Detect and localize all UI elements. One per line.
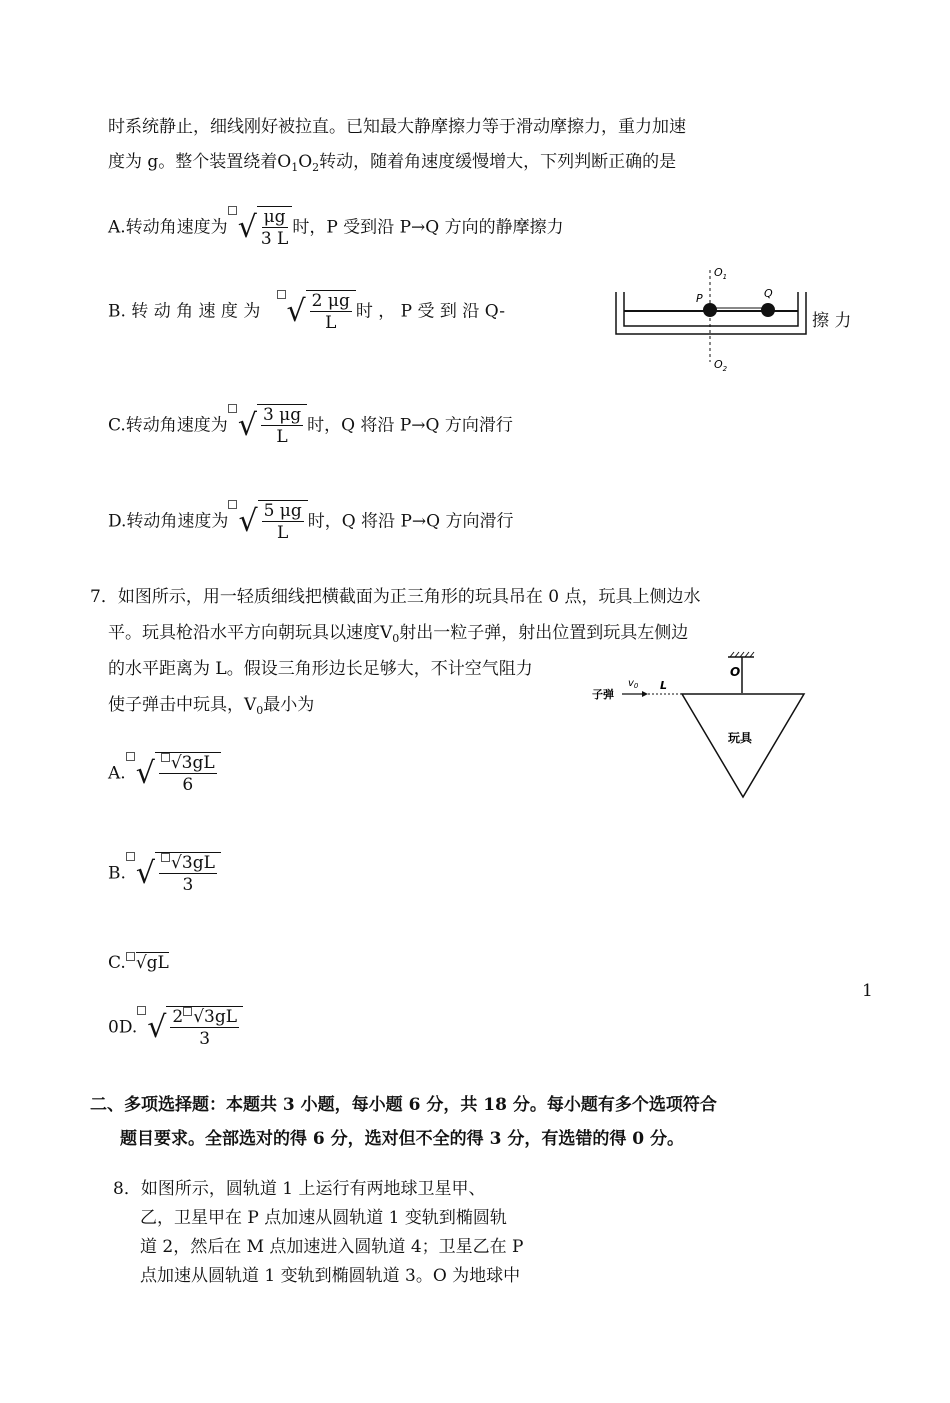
o-label: O xyxy=(730,665,741,679)
radical-icon: √ xyxy=(135,856,156,891)
q7-option-a-fraction xyxy=(155,752,221,796)
numerator: 5 μg xyxy=(263,501,302,521)
placeholder-box xyxy=(228,206,237,215)
ball-p xyxy=(703,303,717,317)
denominator: L xyxy=(325,313,337,333)
numerator: √3gL xyxy=(159,853,217,874)
q6-option-a-prefix: A.转动角速度为 xyxy=(108,217,228,238)
numerator: 2 μg xyxy=(311,291,350,311)
q6-line2-b: O xyxy=(298,152,313,172)
q7-line1: 7．如图所示，用一轻质细线把横截面为正三角形的玩具吊在 0 点，玩具上侧边水 xyxy=(90,587,701,607)
numerator: 3 μg xyxy=(262,405,302,425)
q7-figure xyxy=(590,650,810,805)
radical-icon: √ xyxy=(135,756,155,791)
denominator: 3 xyxy=(182,875,194,895)
q7-option-c-radicand: √gL xyxy=(135,953,169,973)
q6-option-c-prefix: C.转动角速度为 xyxy=(108,415,228,436)
radical-icon: √ xyxy=(147,1010,167,1045)
q6-sub2: 2 xyxy=(312,161,320,174)
o1-label: $O_1$ xyxy=(714,266,728,281)
denominator: 3 xyxy=(199,1029,211,1049)
q6-option-c-fraction xyxy=(257,404,307,448)
placeholder-box xyxy=(126,952,135,961)
q8-line4: 点加速从圆轨道 1 变轨到椭圆轨道 3。O 为地球中 xyxy=(140,1266,521,1286)
q6-sub1: 1 xyxy=(291,161,299,174)
v0-label: $v_0$ xyxy=(628,678,639,690)
q7-option-d-prefix: 0D. xyxy=(108,1017,138,1038)
q6-option-a xyxy=(108,206,564,250)
page-number: 1 xyxy=(862,981,873,1001)
toy-triangle xyxy=(682,694,804,797)
denominator: 3 L xyxy=(260,229,289,249)
q6-option-a-fraction xyxy=(257,206,293,250)
q6-option-b-prefix: B. 转 动 角 速 度 为 xyxy=(108,301,261,322)
q7-option-a-prefix: A. xyxy=(108,763,126,784)
q7-line2 xyxy=(108,622,688,650)
q7-line2-a: 平。玩具枪沿水平方向朝玩具以速度V xyxy=(108,623,393,643)
q7-line4 xyxy=(108,694,314,722)
q8-line1: 8．如图所示，圆轨道 1 上运行有两地球卫星甲、 xyxy=(113,1179,486,1199)
placeholder-box xyxy=(277,290,286,299)
q6-figure xyxy=(612,262,812,374)
q7-line2-sub: 0 xyxy=(392,632,400,645)
q8-line3: 道 2，然后在 M 点加速进入圆轨道 4；卫星乙在 P xyxy=(140,1237,524,1257)
placeholder-box xyxy=(228,404,237,413)
q7-option-d xyxy=(108,1006,243,1050)
numerator-text: 3gL xyxy=(204,1007,238,1027)
denominator: L xyxy=(276,427,288,447)
q7-option-b xyxy=(108,852,221,896)
q6-option-a-suffix: 时，P 受到沿 P→Q 方向的静摩擦力 xyxy=(292,217,564,238)
q7-line4-a: 使子弹击中玩具，V xyxy=(108,695,257,715)
numerator-text: 3gL xyxy=(181,853,215,873)
placeholder-box xyxy=(137,1006,146,1015)
l-label: L xyxy=(660,679,668,692)
q6-line1: 时系统静止，细线刚好被拉直。已知最大静摩擦力等于滑动摩擦力，重力加速 xyxy=(108,117,686,137)
q6-option-d xyxy=(108,500,514,544)
placeholder-box xyxy=(161,753,170,762)
q6-line2 xyxy=(108,151,676,179)
radical-icon: √ xyxy=(238,504,258,539)
numerator: 2 √3gL xyxy=(172,1007,238,1027)
q7-option-b-prefix: B. xyxy=(108,863,126,884)
placeholder-box xyxy=(183,1007,192,1016)
q-label: Q xyxy=(764,287,773,300)
arrow-head-icon xyxy=(642,691,648,697)
q6-option-d-fraction xyxy=(258,500,308,544)
q7-option-c xyxy=(108,952,169,974)
toy-label: 玩具 xyxy=(728,731,753,745)
q7-line4-b: 最小为 xyxy=(263,695,315,715)
q7-option-d-fraction xyxy=(166,1006,243,1050)
radical-icon: √ xyxy=(237,210,257,245)
numerator-text: 3gL xyxy=(181,753,215,773)
q7-line4-sub: 0 xyxy=(256,704,264,717)
q7-line2-b: 射出一粒子弹，射出位置到玩具左侧边 xyxy=(399,623,689,643)
section2-line1: 二、多项选择题：本题共 3 小题，每小题 6 分，共 18 分。每小题有多个选项符合 xyxy=(90,1095,717,1115)
numerator-coef: 2 xyxy=(172,1007,184,1027)
q6-line2-c: 转动，随着角速度缓慢增大，下列判断正确的是 xyxy=(319,152,677,172)
numerator: √3gL xyxy=(159,753,217,774)
radicand-text: gL xyxy=(146,953,169,973)
placeholder-box xyxy=(126,752,135,761)
radical-icon: √ xyxy=(286,294,306,329)
q7-option-b-fraction xyxy=(155,852,221,896)
section2-line2: 题目要求。全部选对的得 6 分，选对但不全的得 3 分，有选错的得 0 分。 xyxy=(120,1129,684,1149)
q8-line2: 乙，卫星甲在 P 点加速从圆轨道 1 变轨到椭圆轨 xyxy=(140,1208,507,1228)
o2-label: $O_2$ xyxy=(714,358,728,373)
q7-option-a xyxy=(108,752,221,796)
p-label: P xyxy=(696,292,703,305)
denominator: L xyxy=(276,523,289,543)
ball-q xyxy=(761,303,775,317)
bullet-label: 子弹 xyxy=(592,688,614,701)
q7-line3: 的水平距离为 L。假设三角形边长足够大，不计空气阻力 xyxy=(108,659,533,679)
placeholder-box xyxy=(161,853,170,862)
q6-option-d-suffix: 时，Q 将沿 P→Q 方向滑行 xyxy=(307,511,514,532)
placeholder-box xyxy=(228,500,237,509)
q6-option-b-fraction xyxy=(306,290,356,334)
q6-option-b xyxy=(108,290,505,334)
numerator: μg xyxy=(263,207,286,227)
q6-option-d-prefix: D.转动角速度为 xyxy=(108,511,229,532)
q6-option-c-suffix: 时，Q 将沿 P→Q 方向滑行 xyxy=(307,415,513,436)
q6-option-c xyxy=(108,404,513,448)
q6-line2-a: 度为 g。整个装置绕着O xyxy=(108,152,292,172)
q6-option-b-tail: 擦 力 xyxy=(812,311,852,331)
radical-icon: √ xyxy=(237,408,257,443)
placeholder-box xyxy=(126,852,135,861)
q6-option-b-suffix: 时 ， P 受 到 沿 Q- xyxy=(355,301,505,322)
denominator: 6 xyxy=(182,775,194,795)
q7-option-c-prefix: C. xyxy=(108,953,126,973)
